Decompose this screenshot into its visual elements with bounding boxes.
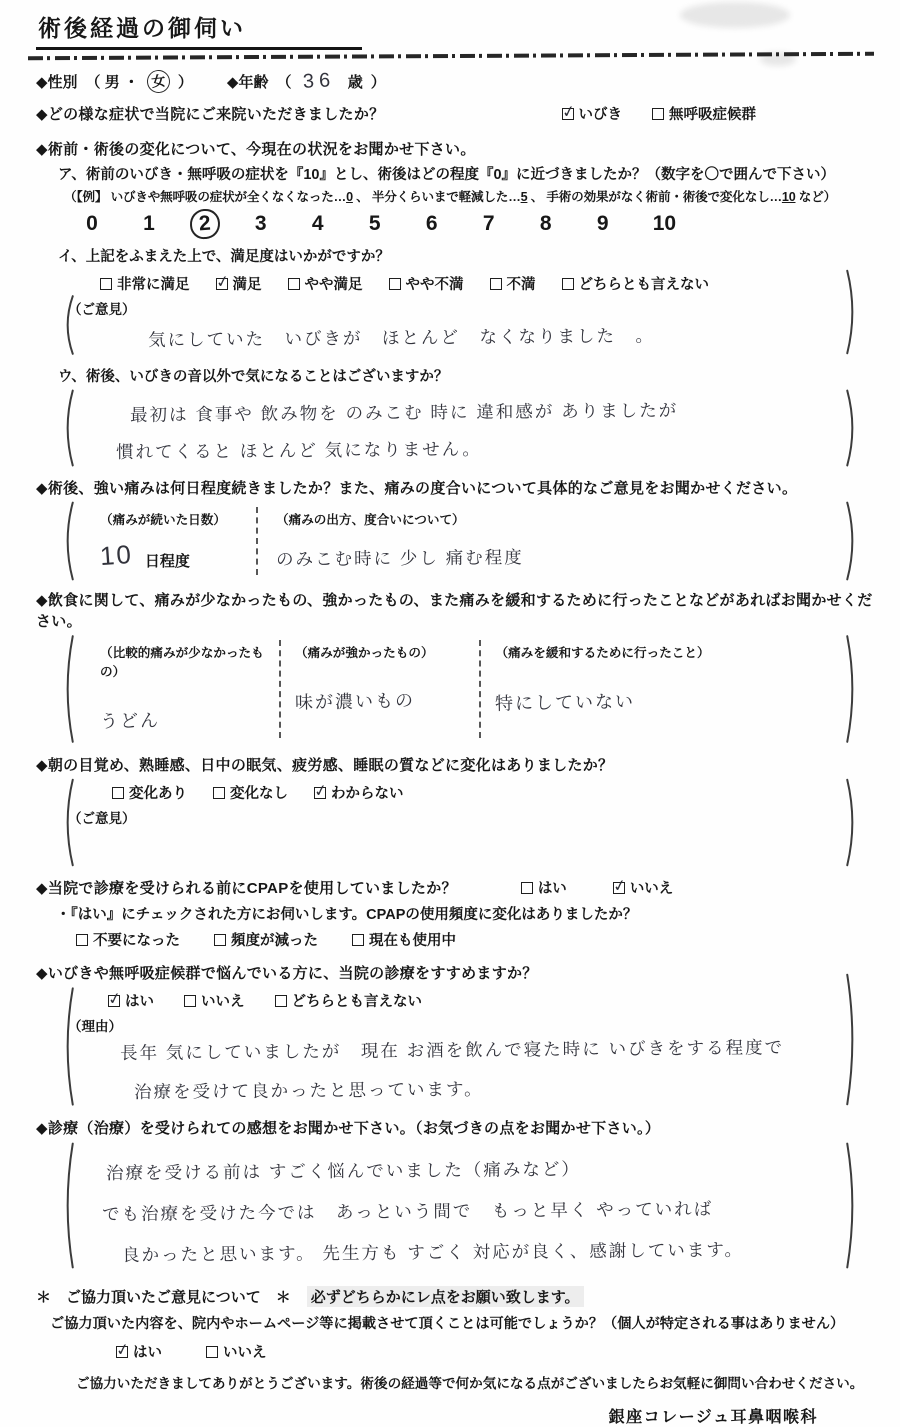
impression-answer-box xyxy=(60,1141,860,1270)
checkbox[interactable] xyxy=(214,934,226,946)
satisfaction-handwritten-answer[interactable]: 気にしていた いびきが ほとんど なくなりました 。 xyxy=(147,325,656,350)
change-example-line xyxy=(64,186,874,205)
option-label: わからない xyxy=(331,786,404,802)
age-unit: 歳 xyxy=(347,74,363,91)
impression-handwritten-line3[interactable]: 良かったと思います。 先生方も すごく 対応が良く、感謝しています。 xyxy=(121,1239,745,1266)
example-underlined-5: 5 xyxy=(520,190,528,204)
symptom-options xyxy=(562,103,757,124)
bracket-left-decoration xyxy=(60,634,77,744)
option-label: 頻度が減った xyxy=(231,933,318,949)
checkbox[interactable] xyxy=(216,278,228,290)
sleep-answer-box xyxy=(60,778,860,867)
food-section xyxy=(36,589,874,744)
option-label: どちらとも言えない xyxy=(291,994,422,1010)
cpap-options xyxy=(521,877,674,898)
age-label: ◆年齢 xyxy=(226,74,269,91)
impression-handwritten-line1[interactable]: 治療を受ける前は すごく悩んでいました（痛みなど） xyxy=(105,1158,581,1184)
recommend-handwritten-line2[interactable]: 治療を受けて良かったと思っています。 xyxy=(133,1078,484,1102)
option-label: 不要になった xyxy=(93,933,180,949)
checkbox-option xyxy=(275,990,423,1011)
example-text: など） xyxy=(795,190,836,204)
bracket-right-decoration xyxy=(843,389,860,467)
cpap-section xyxy=(36,877,874,950)
food-question: ◆飲食に関して、痛みが少なかったもの、強かったもの、また痛みを緩和するために行ったことなどがあればお聞かせください。 xyxy=(36,592,873,630)
scale-number-2[interactable]: 2 xyxy=(189,208,221,240)
checkbox[interactable] xyxy=(108,995,120,1007)
symptom-question: ◆どの様な症状で当院にご来院いただきましたか？ xyxy=(36,106,385,123)
bracket-right-decoration xyxy=(843,269,860,355)
bracket-left-decoration xyxy=(60,778,77,867)
recommend-answer-box xyxy=(60,986,860,1107)
pain-question: ◆術後、強い痛みは何日程度続きましたか？また、痛みの度合いについて具体的なご意見をお聞かせください。 xyxy=(36,480,798,497)
food-answer-box xyxy=(60,634,860,744)
checkbox-option xyxy=(214,929,318,950)
checkbox-option xyxy=(76,929,180,950)
age-paren-open: （ xyxy=(276,74,292,91)
scale-number-5[interactable]: 5 xyxy=(368,212,381,235)
food-handwritten-value[interactable]: 味が濃いもの xyxy=(294,690,416,713)
sleep-section xyxy=(36,754,874,867)
checkbox-option-apnea xyxy=(652,103,756,124)
scale-number-8[interactable]: 8 xyxy=(539,212,552,235)
clinic-name: 銀座コレージュ耳鼻咽喉科 xyxy=(608,1409,818,1426)
note-prefix: ＊ ご協力頂いたご意見について ＊ xyxy=(36,1289,291,1306)
recommend-section xyxy=(36,962,874,1107)
checkbox-option xyxy=(100,273,190,294)
checkbox[interactable] xyxy=(213,787,225,799)
scale-number-3[interactable]: 3 xyxy=(254,212,267,235)
impression-section xyxy=(36,1117,874,1270)
checkbox-option-ibiki xyxy=(562,103,623,124)
publish-question: ご協力頂いた内容を、院内やホームページ等に掲載させて頂くことは可能でしょうか？（個人が特定される事はありません） xyxy=(50,1316,845,1332)
option-label: はい xyxy=(537,881,567,897)
cpap-followup-options xyxy=(76,929,874,950)
sex-label: ◆性別 xyxy=(36,74,78,91)
recommend-handwritten-line1[interactable]: 長年 気にしていましたが 現在 お酒を飲んで寝た時に いびきをする程度で xyxy=(119,1037,785,1064)
bracket-right-decoration xyxy=(843,501,860,581)
example-text: 、 手術の効果がなく術前・術後で変化なし… xyxy=(527,190,782,204)
cpap-question: ◆当院で診療を受けられる前にCPAPを使用していましたか？ xyxy=(36,880,457,897)
checkbox-option xyxy=(389,273,464,294)
checkbox[interactable] xyxy=(116,1346,128,1358)
checkbox-option xyxy=(613,877,674,898)
checkbox-option xyxy=(116,1341,162,1362)
pain-grid xyxy=(100,507,816,575)
checkbox[interactable] xyxy=(100,278,112,290)
concerns-handwritten-line2[interactable]: 慣れてくると ほとんど 気になりません。 xyxy=(115,438,482,463)
option-label: 非常に満足 xyxy=(117,277,190,293)
checkbox[interactable] xyxy=(76,934,88,946)
checkbox-option xyxy=(314,782,404,803)
checkbox[interactable] xyxy=(389,278,401,290)
checkbox[interactable] xyxy=(352,934,364,946)
bracket-right-decoration xyxy=(843,972,860,1107)
bracket-left-decoration xyxy=(60,389,77,467)
checkbox[interactable] xyxy=(613,882,625,894)
checkbox[interactable] xyxy=(490,278,502,290)
sex-options-post: ） xyxy=(177,74,193,91)
note-required: 必ずどちらかにレ点をお願い致します。 xyxy=(307,1286,584,1307)
satisfaction-question: イ、上記をふまえた上で、満足度はいかがですか？ xyxy=(58,249,390,265)
cpap-followup-question: ・『はい』にチェックされた方にお伺いします。CPAPの使用頻度に変化はありましたか？ xyxy=(56,907,638,923)
scale-number-4[interactable]: 4 xyxy=(311,212,324,235)
option-label: どちらとも言えない xyxy=(578,277,709,293)
option-label: いいえ xyxy=(201,994,245,1010)
option-label: 無呼吸症候群 xyxy=(669,107,756,123)
dash-dot-divider xyxy=(28,52,874,60)
pain-desc-label: （痛みの出方、度合いについて） xyxy=(276,513,465,527)
checkbox-option xyxy=(216,273,262,294)
bracket-left-decoration xyxy=(60,1141,77,1270)
concerns-question: ウ、術後、いびきの音以外で気になることはございますか？ xyxy=(58,369,449,385)
satisfaction-answer-box xyxy=(60,269,860,355)
example-text: （【例】 いびきや無呼吸の症状が全くなくなった… xyxy=(64,190,347,204)
satisfaction-section xyxy=(36,245,874,355)
bracket-left-decoration xyxy=(60,295,77,355)
checkbox-option xyxy=(112,782,187,803)
bracket-right-decoration xyxy=(843,778,860,867)
scale-number-9[interactable]: 9 xyxy=(596,212,609,235)
age-handwritten-value[interactable]: 36 xyxy=(302,69,337,93)
checkbox-option xyxy=(184,990,245,1011)
option-label: やや満足 xyxy=(304,277,363,293)
impression-handwritten-line2[interactable]: でも治療を受けた今では あっという間で もっと早く やっていれば xyxy=(101,1198,714,1225)
bracket-left-decoration xyxy=(60,986,77,1107)
bracket-right-decoration xyxy=(843,1141,860,1270)
checkbox[interactable] xyxy=(112,787,124,799)
food-column-least-pain xyxy=(100,640,279,738)
checkbox-option xyxy=(108,990,154,1011)
checkbox[interactable] xyxy=(562,278,574,290)
sex-circled-answer[interactable]: 女 xyxy=(146,69,171,94)
pain-section xyxy=(36,477,874,581)
symptom-row xyxy=(36,103,874,124)
example-underlined-10: 10 xyxy=(781,190,796,204)
food-handwritten-value[interactable]: うどん xyxy=(99,710,161,732)
bracket-right-decoration xyxy=(843,634,860,744)
pain-desc-handwritten-value[interactable]: のみこむ時に 少し 痛む程度 xyxy=(275,547,524,570)
pain-description-column xyxy=(256,507,816,575)
rating-scale xyxy=(82,211,874,237)
option-label: 変化なし xyxy=(230,786,288,802)
empty-opinion-area[interactable] xyxy=(100,827,816,861)
scale-number-0[interactable]: 0 xyxy=(86,212,98,235)
impression-question: ◆診療（治療）を受けられての感想をお聞かせ下さい。（お気づきの点をお聞かせ下さい。） xyxy=(36,1120,661,1137)
example-underlined-0: 0 xyxy=(346,190,353,204)
food-column-pain-relief xyxy=(479,640,816,738)
checkbox-option xyxy=(206,1341,267,1362)
checkbox[interactable] xyxy=(314,787,326,799)
checkbox[interactable] xyxy=(562,108,574,120)
scale-number-10[interactable]: 10 xyxy=(652,212,677,235)
checkbox-option xyxy=(562,273,710,294)
food-column-most-pain xyxy=(279,640,479,738)
option-label: はい xyxy=(125,994,154,1010)
concerns-handwritten-line1[interactable]: 最初は 食事や 飲み物を のみこむ 時に 違和感が ありましたが xyxy=(129,400,679,425)
sleep-question: ◆朝の目覚め、熟睡感、日中の眠気、疲労感、睡眠の質などに変化はありましたか？ xyxy=(36,757,614,774)
option-label: 満足 xyxy=(232,277,262,293)
opinion-label: （ご意見） xyxy=(68,811,136,826)
option-label: はい xyxy=(133,1345,162,1361)
publish-options xyxy=(116,1341,874,1362)
checkbox[interactable] xyxy=(206,1346,218,1358)
scan-artifact xyxy=(680,2,790,28)
pain-days-handwritten-value[interactable]: 10 xyxy=(98,538,134,572)
reason-label: （理由） xyxy=(68,1019,122,1034)
food-grid xyxy=(100,640,816,738)
option-label: いいえ xyxy=(629,881,674,897)
checkbox-option xyxy=(490,273,536,294)
pain-days-label: （痛みが続いた日数） xyxy=(100,513,226,527)
concerns-answer-box xyxy=(60,389,860,467)
option-label: いいえ xyxy=(223,1345,267,1361)
pain-days-unit: 日程度 xyxy=(144,553,190,570)
change-section xyxy=(36,138,874,237)
page-title: 術後経過の御伺い xyxy=(36,8,362,50)
sex-options-pre: （ 男 ・ xyxy=(85,74,139,91)
change-sub-question: ア、術前のいびき・無呼吸の症状を『10』とし、術後はどの程度『0』に近づきましたか？（数字を〇で囲んで下さい） xyxy=(58,167,836,183)
footer-note-row xyxy=(36,1286,874,1307)
profile-row xyxy=(36,70,874,93)
recommend-options xyxy=(108,990,816,1011)
option-label: 変化あり xyxy=(129,786,187,802)
scale-number-1[interactable]: 1 xyxy=(143,212,155,235)
option-label: いびき xyxy=(578,107,622,123)
food-column-label: （痛みが強かったもの） xyxy=(295,646,434,660)
change-heading: ◆術前・術後の変化について、今現在の状況をお聞かせ下さい。 xyxy=(36,141,476,158)
opinion-label: （ご意見） xyxy=(68,302,136,317)
age-paren-close: ） xyxy=(370,74,386,91)
option-label: 現在も使用中 xyxy=(369,933,456,949)
food-column-label: （痛みを緩和するために行ったこと） xyxy=(495,646,710,660)
food-handwritten-value[interactable]: 特にしていない xyxy=(495,691,636,714)
checkbox[interactable] xyxy=(521,882,533,894)
checkbox-option xyxy=(352,929,456,950)
concerns-section xyxy=(36,365,874,467)
checkbox[interactable] xyxy=(652,108,664,120)
checkbox-option xyxy=(213,782,288,803)
checkbox[interactable] xyxy=(288,278,300,290)
pain-days-column xyxy=(100,507,252,575)
option-label: やや不満 xyxy=(405,277,464,293)
scale-number-7[interactable]: 7 xyxy=(482,212,495,235)
option-label: 不満 xyxy=(506,277,536,293)
sleep-options xyxy=(112,782,816,803)
food-column-label: （比較的痛みが少なかったもの） xyxy=(100,646,264,679)
checkbox[interactable] xyxy=(275,995,287,1007)
bracket-left-decoration xyxy=(60,501,77,581)
thanks-message: ご協力いただきましてありがとうございます。術後の経過等で何か気になる点がございましたらお気軽に御問い合わせください。 xyxy=(76,1376,864,1391)
checkbox-option xyxy=(288,273,363,294)
pain-answer-box xyxy=(60,501,860,581)
scale-number-6[interactable]: 6 xyxy=(425,212,438,235)
recommend-question: ◆いびきや無呼吸症候群で悩んでいる方に、当院の診療をすすめますか？ xyxy=(36,965,538,982)
satisfaction-options xyxy=(100,273,816,294)
example-text: 、 半分くらいまで軽減した… xyxy=(352,190,521,204)
checkbox[interactable] xyxy=(184,995,196,1007)
checkbox-option xyxy=(521,877,567,898)
